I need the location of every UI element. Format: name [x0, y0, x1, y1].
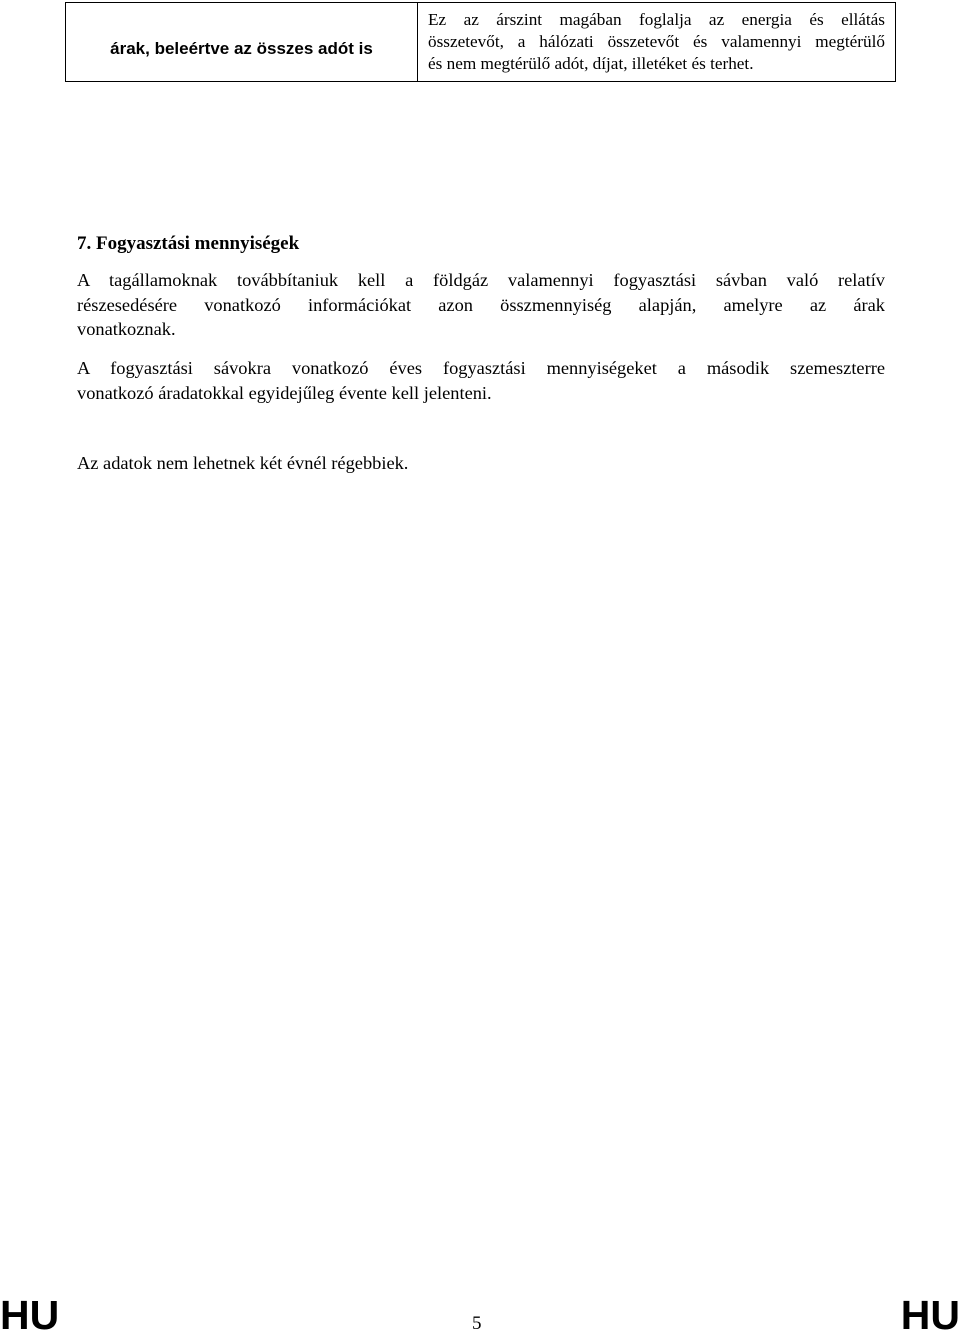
table-cell-label: [66, 3, 418, 82]
paragraph-line: vonatkozó áradatokkal egyidejűleg évente kell jelenteni.: [77, 382, 492, 403]
paragraph-member-states: [77, 268, 885, 342]
page-number: 5: [472, 1313, 482, 1334]
table-description-line: Ez az árszint magában foglalja az energia és ellátás: [428, 10, 885, 29]
paragraph-annual-quantities: [77, 356, 885, 405]
paragraph-data-age: Az adatok nem lehetnek két évnél régebbiek.: [77, 453, 409, 473]
footer-language-code-right: HU: [900, 1292, 960, 1338]
paragraph-line: A tagállamoknak továbbítaniuk kell a földgáz valamennyi fogyasztási sávban való relatív: [77, 270, 885, 290]
table-row: [66, 3, 896, 82]
price-level-table: [65, 2, 896, 82]
table-description-line: és nem megtérülő adót, díjat, illetéket és terhet.: [428, 54, 754, 73]
table-description-line: összetevőt, a hálózati összetevőt és valamennyi megtérülő: [428, 32, 885, 51]
paragraph-line: vonatkoznak.: [77, 319, 176, 339]
table-cell-description: [418, 3, 896, 82]
footer-language-code-left: HU: [0, 1292, 60, 1338]
section-heading: 7. Fogyasztási mennyiségek: [77, 233, 300, 254]
table-cell-label-text: árak, beleértve az összes adót is: [110, 39, 373, 58]
paragraph-line: A fogyasztási sávokra vonatkozó éves fogyasztási mennyiségeket a második szemeszterre: [77, 358, 885, 378]
paragraph-line: részesedésére vonatkozó információkat azon összmennyiség alapján, amelyre az árak: [77, 294, 885, 315]
